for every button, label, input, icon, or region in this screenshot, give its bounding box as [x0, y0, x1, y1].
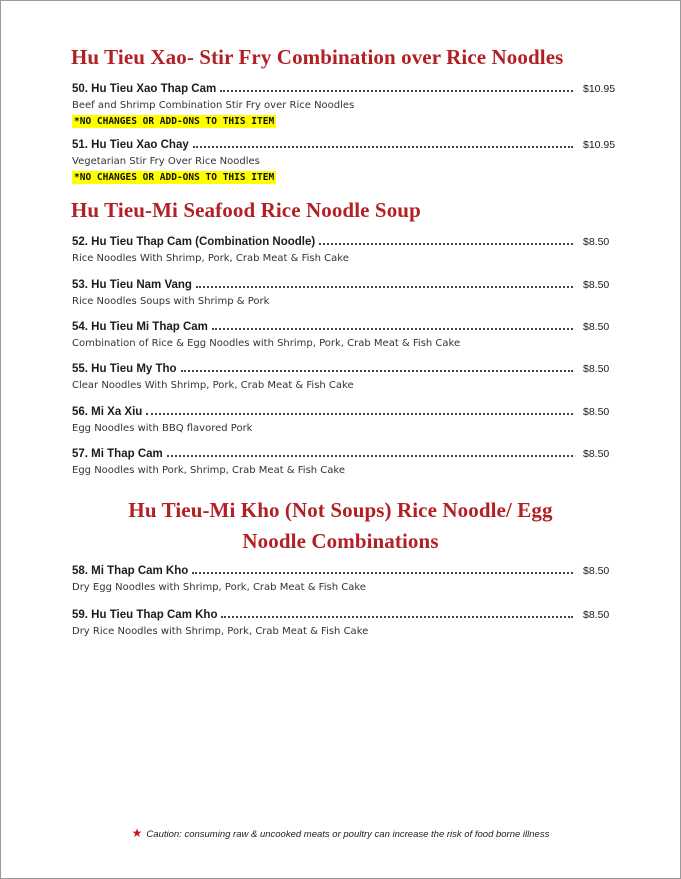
- item-description: Rice Noodles With Shrimp, Pork, Crab Meat & Fish Cake: [72, 253, 349, 264]
- menu-item: [72, 278, 624, 307]
- item-name: 54. Hu Tieu Mi Thap Cam: [72, 321, 208, 333]
- item-name: 52. Hu Tieu Thap Cam (Combination Noodle): [72, 236, 316, 248]
- item-name: 55. Hu Tieu My Tho: [72, 363, 177, 375]
- item-price: $8.50: [583, 363, 610, 375]
- dot-leader: [212, 320, 573, 330]
- item-description: Beef and Shrimp Combination Stir Fry over Rice Noodles: [72, 100, 355, 111]
- menu-item: [72, 138, 624, 185]
- item-description: Rice Noodles Soups with Shrimp & Pork: [72, 296, 270, 307]
- section-title-stir-fry: Hu Tieu Xao- Stir Fry Combination over Rice Noodles: [71, 45, 564, 69]
- item-price: $8.50: [583, 236, 610, 248]
- section-title-kho-combinations: Hu Tieu-Mi Kho (Not Soups) Rice Noodle/ Egg Noodle Combinations: [128, 498, 553, 553]
- item-price: $10.95: [583, 83, 616, 95]
- item-price: $8.50: [583, 279, 610, 291]
- item-name: 59. Hu Tieu Thap Cam Kho: [72, 609, 218, 621]
- no-changes-note: *NO CHANGES OR ADD-ONS TO THIS ITEM: [74, 116, 275, 127]
- item-description: Egg Noodles with BBQ flavored Pork: [72, 423, 253, 434]
- dot-leader: [319, 235, 573, 245]
- item-price: $8.50: [583, 609, 610, 621]
- dot-leader: [193, 138, 573, 148]
- item-name: 58. Mi Thap Cam Kho: [72, 565, 189, 577]
- no-changes-note: *NO CHANGES OR ADD-ONS TO THIS ITEM: [74, 172, 275, 183]
- dot-leader: [221, 608, 573, 618]
- item-description: Clear Noodles With Shrimp, Pork, Crab Meat & Fish Cake: [72, 380, 354, 391]
- menu-item: [72, 447, 624, 476]
- item-name: 56. Mi Xa Xiu: [72, 406, 143, 418]
- item-name: 57. Mi Thap Cam: [72, 448, 163, 460]
- dot-leader: [181, 362, 573, 372]
- item-description: Vegetarian Stir Fry Over Rice Noodles: [72, 156, 260, 167]
- menu-item: [72, 235, 624, 264]
- item-price: $10.95: [583, 139, 616, 151]
- item-price: $8.50: [583, 321, 610, 333]
- dot-leader: [146, 405, 573, 415]
- item-description: Dry Rice Noodles with Shrimp, Pork, Crab Meat & Fish Cake: [72, 626, 369, 637]
- section-title-seafood-soup: Hu Tieu-Mi Seafood Rice Noodle Soup: [71, 198, 421, 222]
- item-price: $8.50: [583, 565, 610, 577]
- menu-item: [72, 405, 624, 434]
- menu-item: [72, 82, 624, 129]
- dot-leader: [167, 447, 573, 457]
- menu-item: [72, 564, 624, 593]
- item-description: Combination of Rice & Egg Noodles with Shrimp, Pork, Crab Meat & Fish Cake: [72, 338, 461, 349]
- item-price: $8.50: [583, 406, 610, 418]
- item-price: $8.50: [583, 448, 610, 460]
- menu-item: [72, 362, 624, 391]
- menu-item: [72, 608, 624, 637]
- item-description: Egg Noodles with Pork, Shrimp, Crab Meat & Fish Cake: [72, 465, 346, 476]
- caution-footer: [1, 826, 680, 840]
- dot-leader: [192, 564, 573, 574]
- item-description: Dry Egg Noodles with Shrimp, Pork, Crab Meat & Fish Cake: [72, 582, 366, 593]
- caution-text: Caution: consuming raw & uncooked meats or poultry can increase the risk of food borne illness: [146, 829, 550, 840]
- dot-leader: [196, 278, 573, 288]
- item-name: 51. Hu Tieu Xao Chay: [72, 139, 189, 151]
- menu-item: [72, 320, 624, 349]
- dot-leader: [220, 82, 573, 92]
- item-name: 53. Hu Tieu Nam Vang: [72, 279, 192, 291]
- star-icon: ★: [131, 826, 143, 840]
- item-name: 50. Hu Tieu Xao Thap Cam: [72, 83, 217, 95]
